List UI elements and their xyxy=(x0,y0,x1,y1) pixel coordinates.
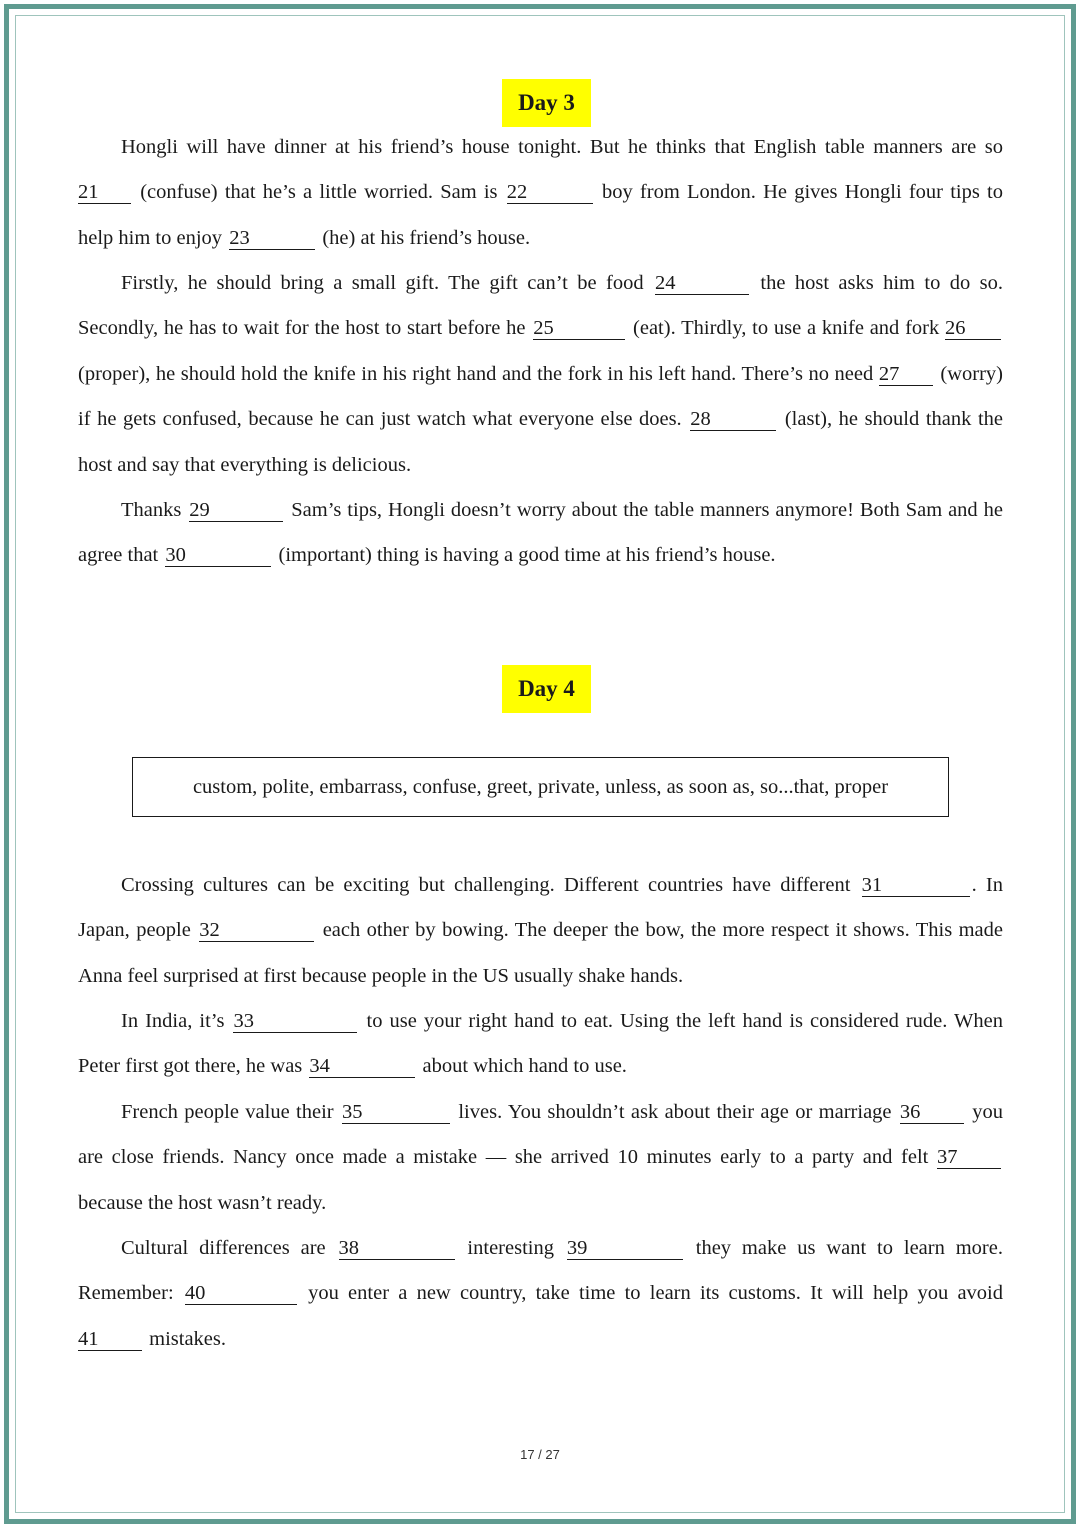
blank-21[interactable]: 21 xyxy=(78,181,131,204)
day3-title: Day 3 xyxy=(502,79,591,127)
day4-paragraph-2: In India, it’s 33 to use your right hand to eat. Using the left hand is considered rude. When Peter first got there, he was 34 about which hand to use. xyxy=(78,1010,1003,1078)
blank-25[interactable]: 25 xyxy=(533,317,625,340)
blank-34[interactable]: 34 xyxy=(309,1055,415,1078)
blank-40[interactable]: 40 xyxy=(185,1282,297,1305)
day3-paragraph-1: Hongli will have dinner at his friend’s house tonight. But he thinks that English table manners are so 21 (confuse) that he’s a little worried. Sam is 22 boy from London. He gives Hongli four tips to help him to enjoy 23 (he) at his friend’s house. xyxy=(78,136,1003,249)
blank-24[interactable]: 24 xyxy=(655,272,749,295)
blank-39[interactable]: 39 xyxy=(567,1237,683,1260)
blank-33[interactable]: 33 xyxy=(233,1010,357,1033)
blank-31[interactable]: 31 xyxy=(862,874,970,897)
day4-paragraph-1: Crossing cultures can be exciting but challenging. Different countries have different 31 . In Japan, people 32 each other by bowing. The deeper the bow, the more respect it shows. This made Anna feel surprised at first because people in the US usually shake hands. xyxy=(78,874,1003,987)
blank-30[interactable]: 30 xyxy=(165,544,271,567)
blank-28[interactable]: 28 xyxy=(690,408,776,431)
day4-title: Day 4 xyxy=(502,665,591,713)
blank-22[interactable]: 22 xyxy=(507,181,593,204)
blank-26[interactable]: 26 xyxy=(945,317,1001,340)
blank-29[interactable]: 29 xyxy=(189,499,283,522)
day3-paragraph-3: Thanks 29 Sam’s tips, Hongli doesn’t worry about the table manners anymore! Both Sam and he agree that 30 (important) thing is having a good time at his friend’s house. xyxy=(78,499,1003,567)
blank-32[interactable]: 32 xyxy=(199,919,314,942)
blank-41[interactable]: 41 xyxy=(78,1328,142,1351)
blank-27[interactable]: 27 xyxy=(879,363,933,386)
day4-paragraph-3: French people value their 35 lives. You shouldn’t ask about their age or marriage 36 you are close friends. Nancy once made a mistake — she arrived 10 minutes early to a party and felt 37 because the host wasn’t ready. xyxy=(78,1101,1004,1214)
blank-23[interactable]: 23 xyxy=(229,227,315,250)
page-number: 17 / 27 xyxy=(520,1447,560,1462)
blank-37[interactable]: 37 xyxy=(937,1146,1001,1169)
day3-paragraph-2: Firstly, he should bring a small gift. The gift can’t be food 24 the host asks him to do so. Secondly, he has to wait for the host to start before he 25 (eat). Thirdly, to use a knife and fork 26 (proper), he should hold the knife in his right hand and the fork in his left hand. There’s no need 27 (worry) if he gets confused, because he can just watch what everyone else does. 28 (last), he should thank the host and say that everything is delicious. xyxy=(78,272,1003,476)
day4-paragraph-4: Cultural differences are 38 interesting 39 they make us want to learn more. Remember: 40 you enter a new country, take time to learn its customs. It will help you avoid 41 mistakes. xyxy=(78,1237,1003,1350)
blank-38[interactable]: 38 xyxy=(339,1237,455,1260)
word-bank-box: custom, polite, embarrass, confuse, greet, private, unless, as soon as, so...that, proper xyxy=(132,757,949,817)
blank-36[interactable]: 36 xyxy=(900,1101,964,1124)
blank-35[interactable]: 35 xyxy=(342,1101,450,1124)
